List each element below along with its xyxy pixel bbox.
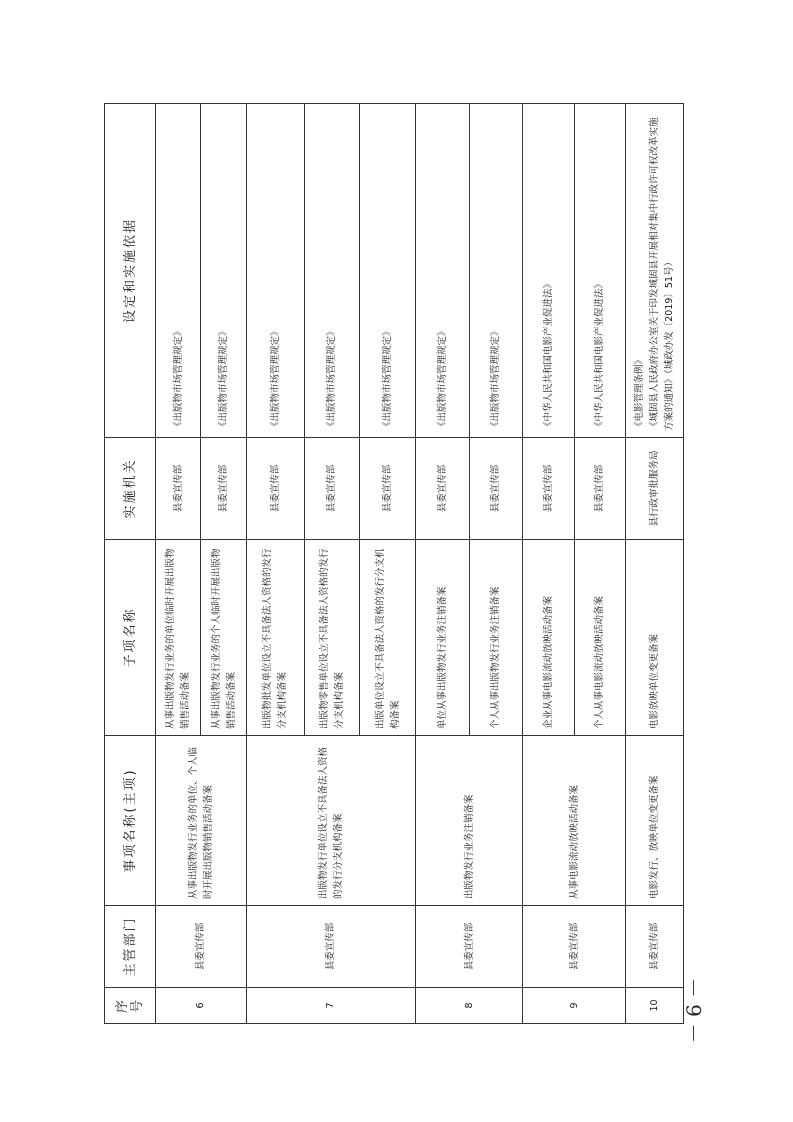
table-row [415,104,469,1024]
sub-cell: 出版物批发单位设立不具备法人资格的发行分支机构备案 [246,540,304,736]
rotated-page [104,104,684,1024]
item-cell: 从事出版物发行业务的单位、个人临时开展出版物销售活动备案 [156,736,247,906]
table-row [626,104,684,1024]
org-cell: 县委宣传部 [574,438,626,540]
page-number-text: － 6 － [682,977,707,1043]
dept-cell: 县委宣传部 [246,906,415,988]
header-org: 实施机关 [105,438,156,540]
basis-line: 《电影管理条例》 [634,354,646,431]
org-cell: 县委宣传部 [523,438,575,540]
table-row [523,104,575,1024]
seq-cell: 8 [415,988,522,1024]
seq-cell: 6 [156,988,247,1024]
sub-cell: 电影放映单位变更备案 [626,540,684,736]
item-cell: 出版物发行业务注销备案 [415,736,522,906]
org-cell: 县委宣传部 [360,438,416,540]
sub-cell: 单位从事出版物发行业务注销备案 [415,540,469,736]
dept-cell: 县委宣传部 [156,906,247,988]
seq-cell: 10 [626,988,684,1024]
org-cell: 县委宣传部 [246,438,304,540]
dept-cell: 县委宣传部 [626,906,684,988]
header-basis: 设定和实施依据 [105,104,156,438]
basis-cell: 《中华人民共和国电影产业促进法》 [523,104,575,438]
sub-cell: 个人从事出版物发行业务注销备案 [469,540,523,736]
header-dept: 主管部门 [105,906,156,988]
sub-cell: 出版物零售单位设立不具备法人资格的发行分支机构备案 [304,540,360,736]
org-cell: 县委宣传部 [201,438,246,540]
dept-cell: 县委宣传部 [523,906,626,988]
item-cell: 出版物发行单位设立不具备法人资格的发行分支机构备案 [246,736,415,906]
org-cell: 县委宣传部 [156,438,201,540]
basis-cell: 《出版物市场管理规定》 [304,104,360,438]
basis-cell: 《出版物市场管理规定》 [246,104,304,438]
org-cell: 县委宣传部 [415,438,469,540]
table-row [156,104,201,1024]
dept-cell: 县委宣传部 [415,906,522,988]
org-cell: 县委宣传部 [469,438,523,540]
header-sub: 子项名称 [105,540,156,736]
header-seq: 序号 [105,988,156,1024]
header-item: 事项名称(主项) [105,736,156,906]
sub-cell: 出版单位设立不具备法人资格的发行分支机构备案 [360,540,416,736]
sub-cell: 从事出版物发行业务的个人临时开展出版物销售活动备案 [201,540,246,736]
table-row [246,104,304,1024]
table-header-row [105,104,156,1024]
org-cell: 县行政审批服务局 [626,438,684,540]
sub-cell: 从事出版物发行业务的单位临时开展出版物销售活动备案 [156,540,201,736]
basis-cell: 《出版物市场管理规定》 [469,104,523,438]
seq-cell: 7 [246,988,415,1024]
basis-cell: 《中华人民共和国电影产业促进法》 [574,104,626,438]
item-cell: 从事电影流动放映活动备案 [523,736,626,906]
basis-cell: 《出版物市场管理规定》 [360,104,416,438]
org-cell: 县委宣传部 [304,438,360,540]
basis-cell: 《出版物市场管理规定》 [415,104,469,438]
sub-cell: 企业从事电影流动放映活动备案 [523,540,575,736]
seq-cell: 9 [523,988,626,1024]
basis-cell: 《出版物市场管理规定》 [156,104,201,438]
basis-cell: 《出版物市场管理规定》 [201,104,246,438]
basis-cell [626,104,684,438]
item-cell: 电影发行、放映单位变更备案 [626,736,684,906]
page-number [678,977,708,1043]
filing-items-table [104,103,684,1024]
sub-cell: 个人从事电影流动放映活动备案 [574,540,626,736]
basis-line: 《城固县人民政府办公室关于印发城固县开展相对集中行政许可权改革实施方案的通知》（城政办发〔2019〕51号） [649,117,676,431]
